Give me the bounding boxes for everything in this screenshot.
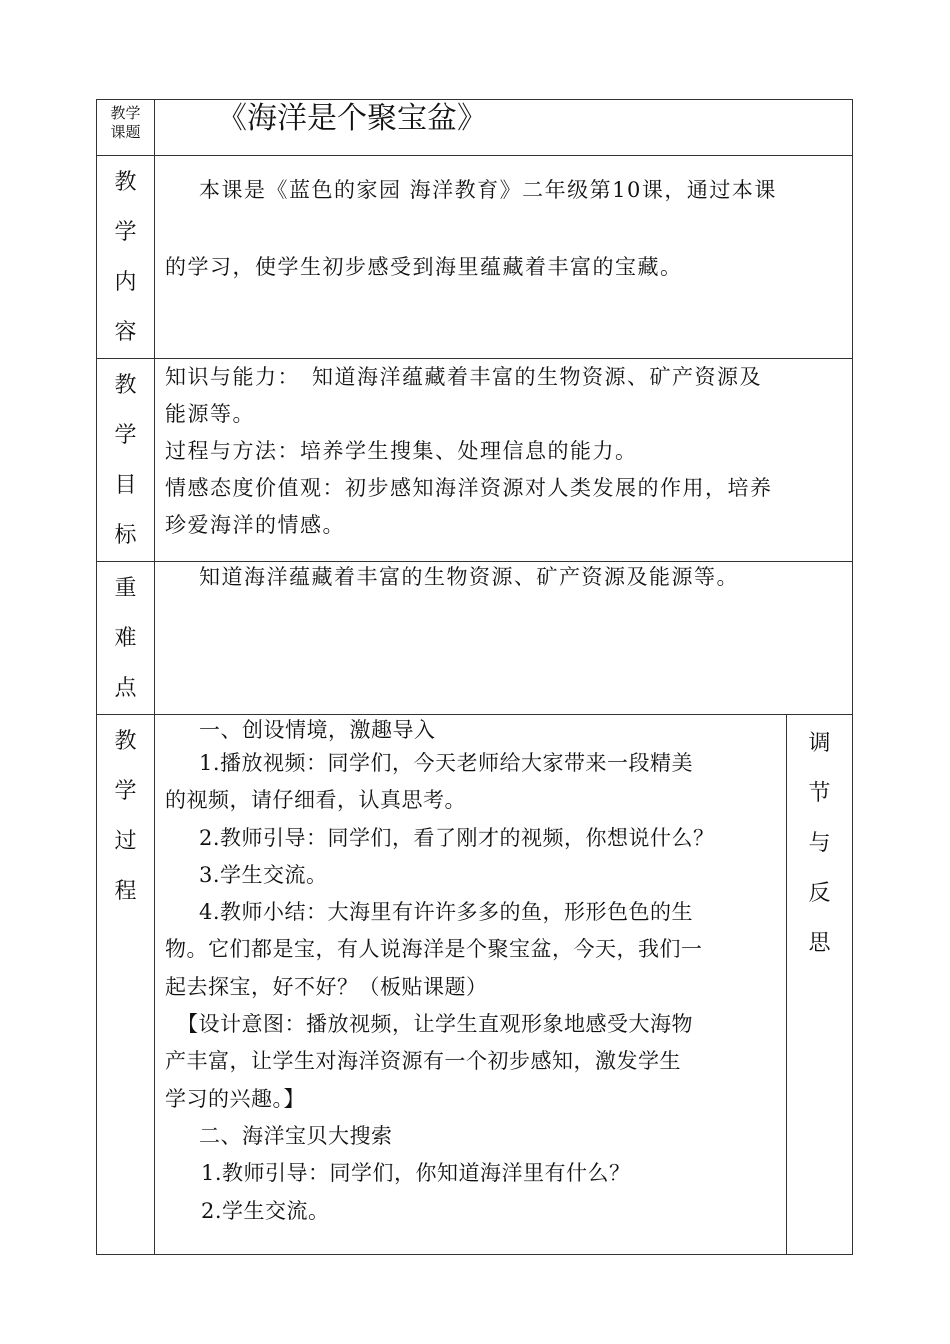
reflection-label-char: 思 <box>808 931 831 956</box>
key-points-label-char: 点 <box>114 676 137 701</box>
goals-line: 珍爱海洋的情感。 <box>165 513 345 537</box>
title-label-line: 教学 <box>110 104 141 122</box>
key-points-row <box>97 562 853 715</box>
goals-row <box>97 359 853 562</box>
process-line: 二、海洋宝贝大搜索 <box>199 1123 393 1148</box>
key-points-label-char: 重 <box>114 576 137 601</box>
process-line: 产丰富，让学生对海洋资源有一个初步感知，激发学生 <box>165 1049 681 1074</box>
goals-label-char: 教 <box>114 373 137 398</box>
content-label-char: 教 <box>114 170 137 195</box>
content-line: 的学习，使学生初步感受到海里蕴藏着丰富的宝藏。 <box>165 255 683 279</box>
goals-label-char: 目 <box>114 473 137 498</box>
process-line: 2.教师引导：同学们，看了刚才的视频，你想说什么？ <box>199 825 715 850</box>
reflection-label-char: 调 <box>808 731 831 756</box>
goals-line: 过程与方法：培养学生搜集、处理信息的能力。 <box>165 439 638 463</box>
goals-line: 能源等。 <box>165 402 255 426</box>
process-label-cell <box>97 715 155 1255</box>
key-points-label-cell <box>97 562 155 715</box>
content-label-char: 学 <box>114 220 137 245</box>
process-line: 3.学生交流。 <box>199 862 328 887</box>
reflection-label-char: 与 <box>808 831 831 856</box>
process-label-char: 教 <box>114 729 137 754</box>
content-label-char: 内 <box>114 270 137 295</box>
reflection-label-cell <box>787 715 853 1255</box>
process-line: 学习的兴趣。】 <box>165 1086 305 1111</box>
process-label-char: 过 <box>114 829 137 854</box>
goals-line: 知识与能力： 知道海洋蕴藏着丰富的生物资源、矿产资源及 <box>165 365 762 389</box>
title-label-cell <box>97 100 155 156</box>
title-label-line: 课题 <box>110 123 141 141</box>
lesson-plan-table <box>96 99 853 1255</box>
process-line: 1.播放视频：同学们，今天老师给大家带来一段精美 <box>199 751 694 775</box>
process-line: 的视频，请仔细看，认真思考。 <box>165 788 466 813</box>
content-text <box>155 156 853 359</box>
goals-label-cell <box>97 359 155 562</box>
process-line: 4.教师小结：大海里有许许多多的鱼，形形色色的生 <box>199 900 694 925</box>
goals-label-char: 学 <box>114 423 137 448</box>
reflection-label-char: 反 <box>808 881 831 906</box>
process-label-char: 程 <box>114 879 137 904</box>
content-line: 本课是《蓝色的家园 海洋教育》二年级第10课，通过本课 <box>199 178 777 202</box>
process-row <box>97 715 853 1255</box>
goals-text <box>155 359 853 562</box>
process-label-char: 学 <box>114 779 137 804</box>
goals-line: 情感态度价值观：初步感知海洋资源对人类发展的作用，培养 <box>165 476 773 500</box>
process-line: 【设计意图：播放视频，让学生直观形象地感受大海物 <box>177 1012 693 1037</box>
key-points-label-char: 难 <box>114 626 137 651</box>
process-line: 1.教师引导：同学们，你知道海洋里有什么？ <box>201 1161 631 1186</box>
title-row <box>97 100 853 156</box>
process-line: 一、创设情境，激趣导入 <box>199 718 436 742</box>
process-line: 2.学生交流。 <box>201 1198 330 1223</box>
reflection-label-char: 节 <box>808 781 831 806</box>
lesson-title: 《海洋是个聚宝盆》 <box>155 100 853 156</box>
process-line: 起去探宝，好不好？（板贴课题） <box>165 974 488 999</box>
process-line: 物。它们都是宝，有人说海洋是个聚宝盆，今天，我们一 <box>165 937 703 962</box>
key-points-text <box>155 562 853 715</box>
content-label-char: 容 <box>114 320 137 345</box>
process-text <box>155 715 787 1255</box>
goals-label-char: 标 <box>114 523 137 548</box>
key-points-line: 知道海洋蕴藏着丰富的生物资源、矿产资源及能源等。 <box>199 565 739 589</box>
content-row <box>97 156 853 359</box>
content-label-cell <box>97 156 155 359</box>
